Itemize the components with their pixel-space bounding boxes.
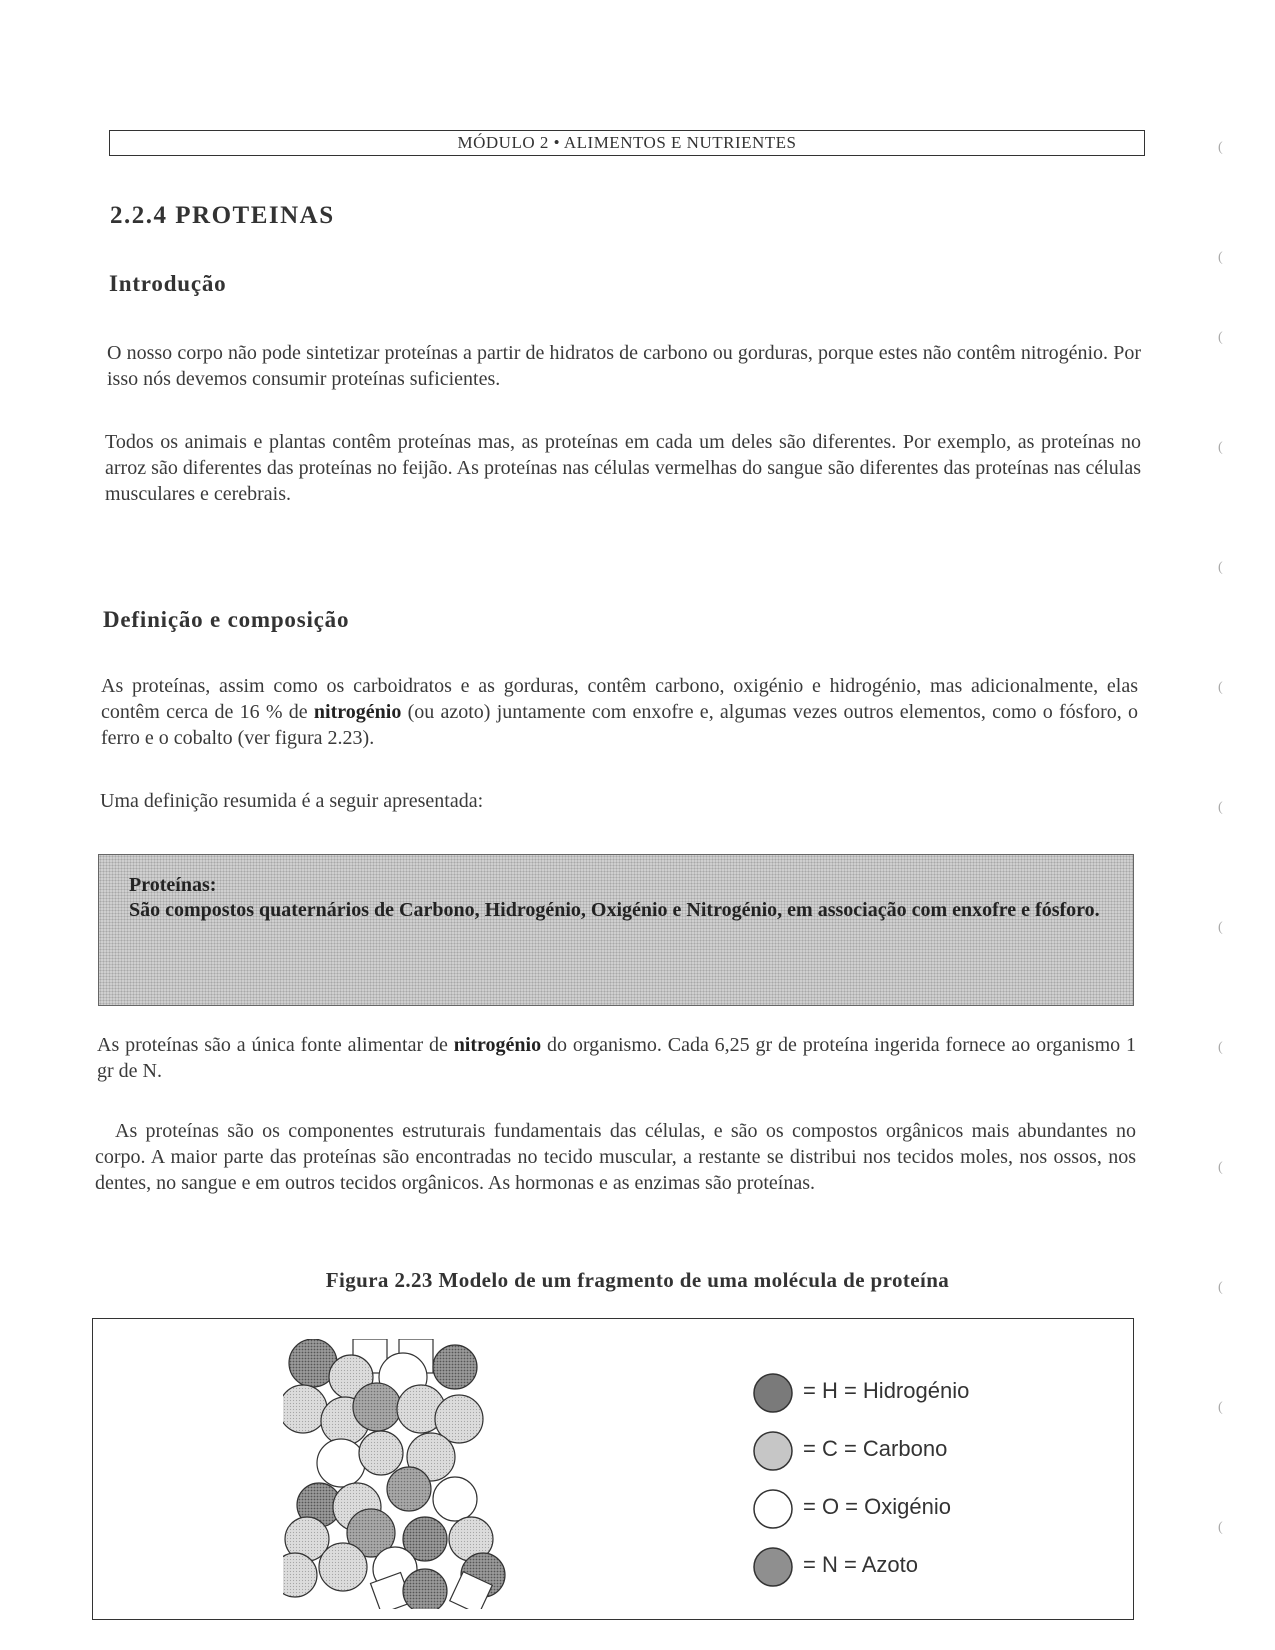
margin-mark: ( bbox=[1218, 250, 1223, 265]
definition-p1-bold: nitrogénio bbox=[313, 701, 402, 723]
definition-heading: Definição e composição bbox=[103, 607, 350, 632]
margin-mark: ( bbox=[1218, 1040, 1223, 1055]
figure-box bbox=[92, 1318, 1134, 1620]
definition-box bbox=[98, 854, 1134, 1006]
definition-box-title: Proteínas: bbox=[129, 874, 217, 896]
margin-mark: ( bbox=[1218, 680, 1223, 695]
definition-paragraph-2: Uma definição resumida é a seguir apresentada: bbox=[100, 790, 484, 812]
module-header bbox=[109, 130, 1145, 156]
nitrogen-swatch-icon bbox=[751, 1545, 795, 1589]
margin-mark: ( bbox=[1218, 440, 1223, 455]
legend-label-hydrogen: = H = Hidrogénio bbox=[803, 1378, 970, 1403]
margin-mark: ( bbox=[1218, 330, 1223, 345]
margin-mark: ( bbox=[1218, 1400, 1223, 1415]
module-header-text: MÓDULO 2 • ALIMENTOS E NUTRIENTES bbox=[457, 133, 797, 152]
intro-heading: Introdução bbox=[109, 271, 227, 296]
figure-caption: Figura 2.23 Modelo de um fragmento de uma molécula de proteína bbox=[325, 1268, 950, 1292]
legend-label-oxygen: = O = Oxigénio bbox=[803, 1494, 951, 1519]
intro-paragraph-1: O nosso corpo não pode sintetizar proteínas a partir de hidratos de carbono ou gorduras, porque estes não contêm nitrogénio. Por isso nós devemos consumir proteínas suficientes. bbox=[107, 342, 1141, 390]
definition-box-text: São compostos quaternários de Carbono, Hidrogénio, Oxigénio e Nitrogénio, em associação com enxofre e fósforo. bbox=[129, 899, 1100, 921]
definition-p3-bold: nitrogénio bbox=[453, 1034, 542, 1056]
definition-p1-text-b: (ou azoto) juntamente com enxofre e, algumas vezes outros elementos, como o fósforo, o ferro e o cobalto (ver figura 2.23). bbox=[101, 701, 1138, 749]
definition-paragraph-1 bbox=[101, 673, 1138, 751]
definition-p3-text-a: As proteínas são a única fonte alimentar de bbox=[97, 1034, 454, 1056]
definition-p1-text-a: As proteínas, assim como os carboidratos e as gorduras, contêm carbono, oxigénio e hidrogénio, mas adicionalmente, elas contêm cerca de 16 % de bbox=[101, 675, 1138, 723]
margin-mark: ( bbox=[1218, 560, 1223, 575]
protein-molecule-illustration bbox=[283, 1339, 563, 1609]
definition-paragraph-3 bbox=[97, 1032, 1136, 1084]
margin-mark: ( bbox=[1218, 920, 1223, 935]
definition-box-content bbox=[129, 873, 1109, 923]
hydrogen-swatch-icon bbox=[751, 1371, 795, 1415]
margin-mark: ( bbox=[1218, 1520, 1223, 1535]
margin-mark: ( bbox=[1218, 800, 1223, 815]
section-title: 2.2.4 PROTEINAS bbox=[110, 202, 335, 229]
intro-paragraph-2: Todos os animais e plantas contêm proteínas mas, as proteínas em cada um deles são diferentes. Por exemplo, as proteínas no arroz são diferentes das proteínas no feijão. As proteínas nas células vermelhas do sangue são diferentes das proteínas nas células musculares e cerebrais. bbox=[105, 431, 1141, 505]
carbon-swatch-icon bbox=[751, 1429, 795, 1473]
margin-mark: ( bbox=[1218, 140, 1223, 155]
margin-mark: ( bbox=[1218, 1160, 1223, 1175]
oxygen-swatch-icon bbox=[751, 1487, 795, 1531]
definition-p3-text-b: do organismo. Cada 6,25 gr de proteína ingerida fornece ao organismo 1 gr de N. bbox=[97, 1034, 1136, 1082]
definition-paragraph-4: As proteínas são os componentes estruturais fundamentais das células, e são os compostos orgânicos mais abundantes no corpo. A maior parte das proteínas são encontradas no tecido muscular, a restante se distribui nos tecidos moles, nos ossos, nos dentes, no sangue e em outros tecidos orgânicos. As hormonas e as enzimas são proteínas. bbox=[95, 1120, 1136, 1194]
margin-mark: ( bbox=[1218, 1280, 1223, 1295]
legend-label-carbon: = C = Carbono bbox=[803, 1436, 948, 1461]
legend-label-nitrogen: = N = Azoto bbox=[803, 1552, 918, 1577]
